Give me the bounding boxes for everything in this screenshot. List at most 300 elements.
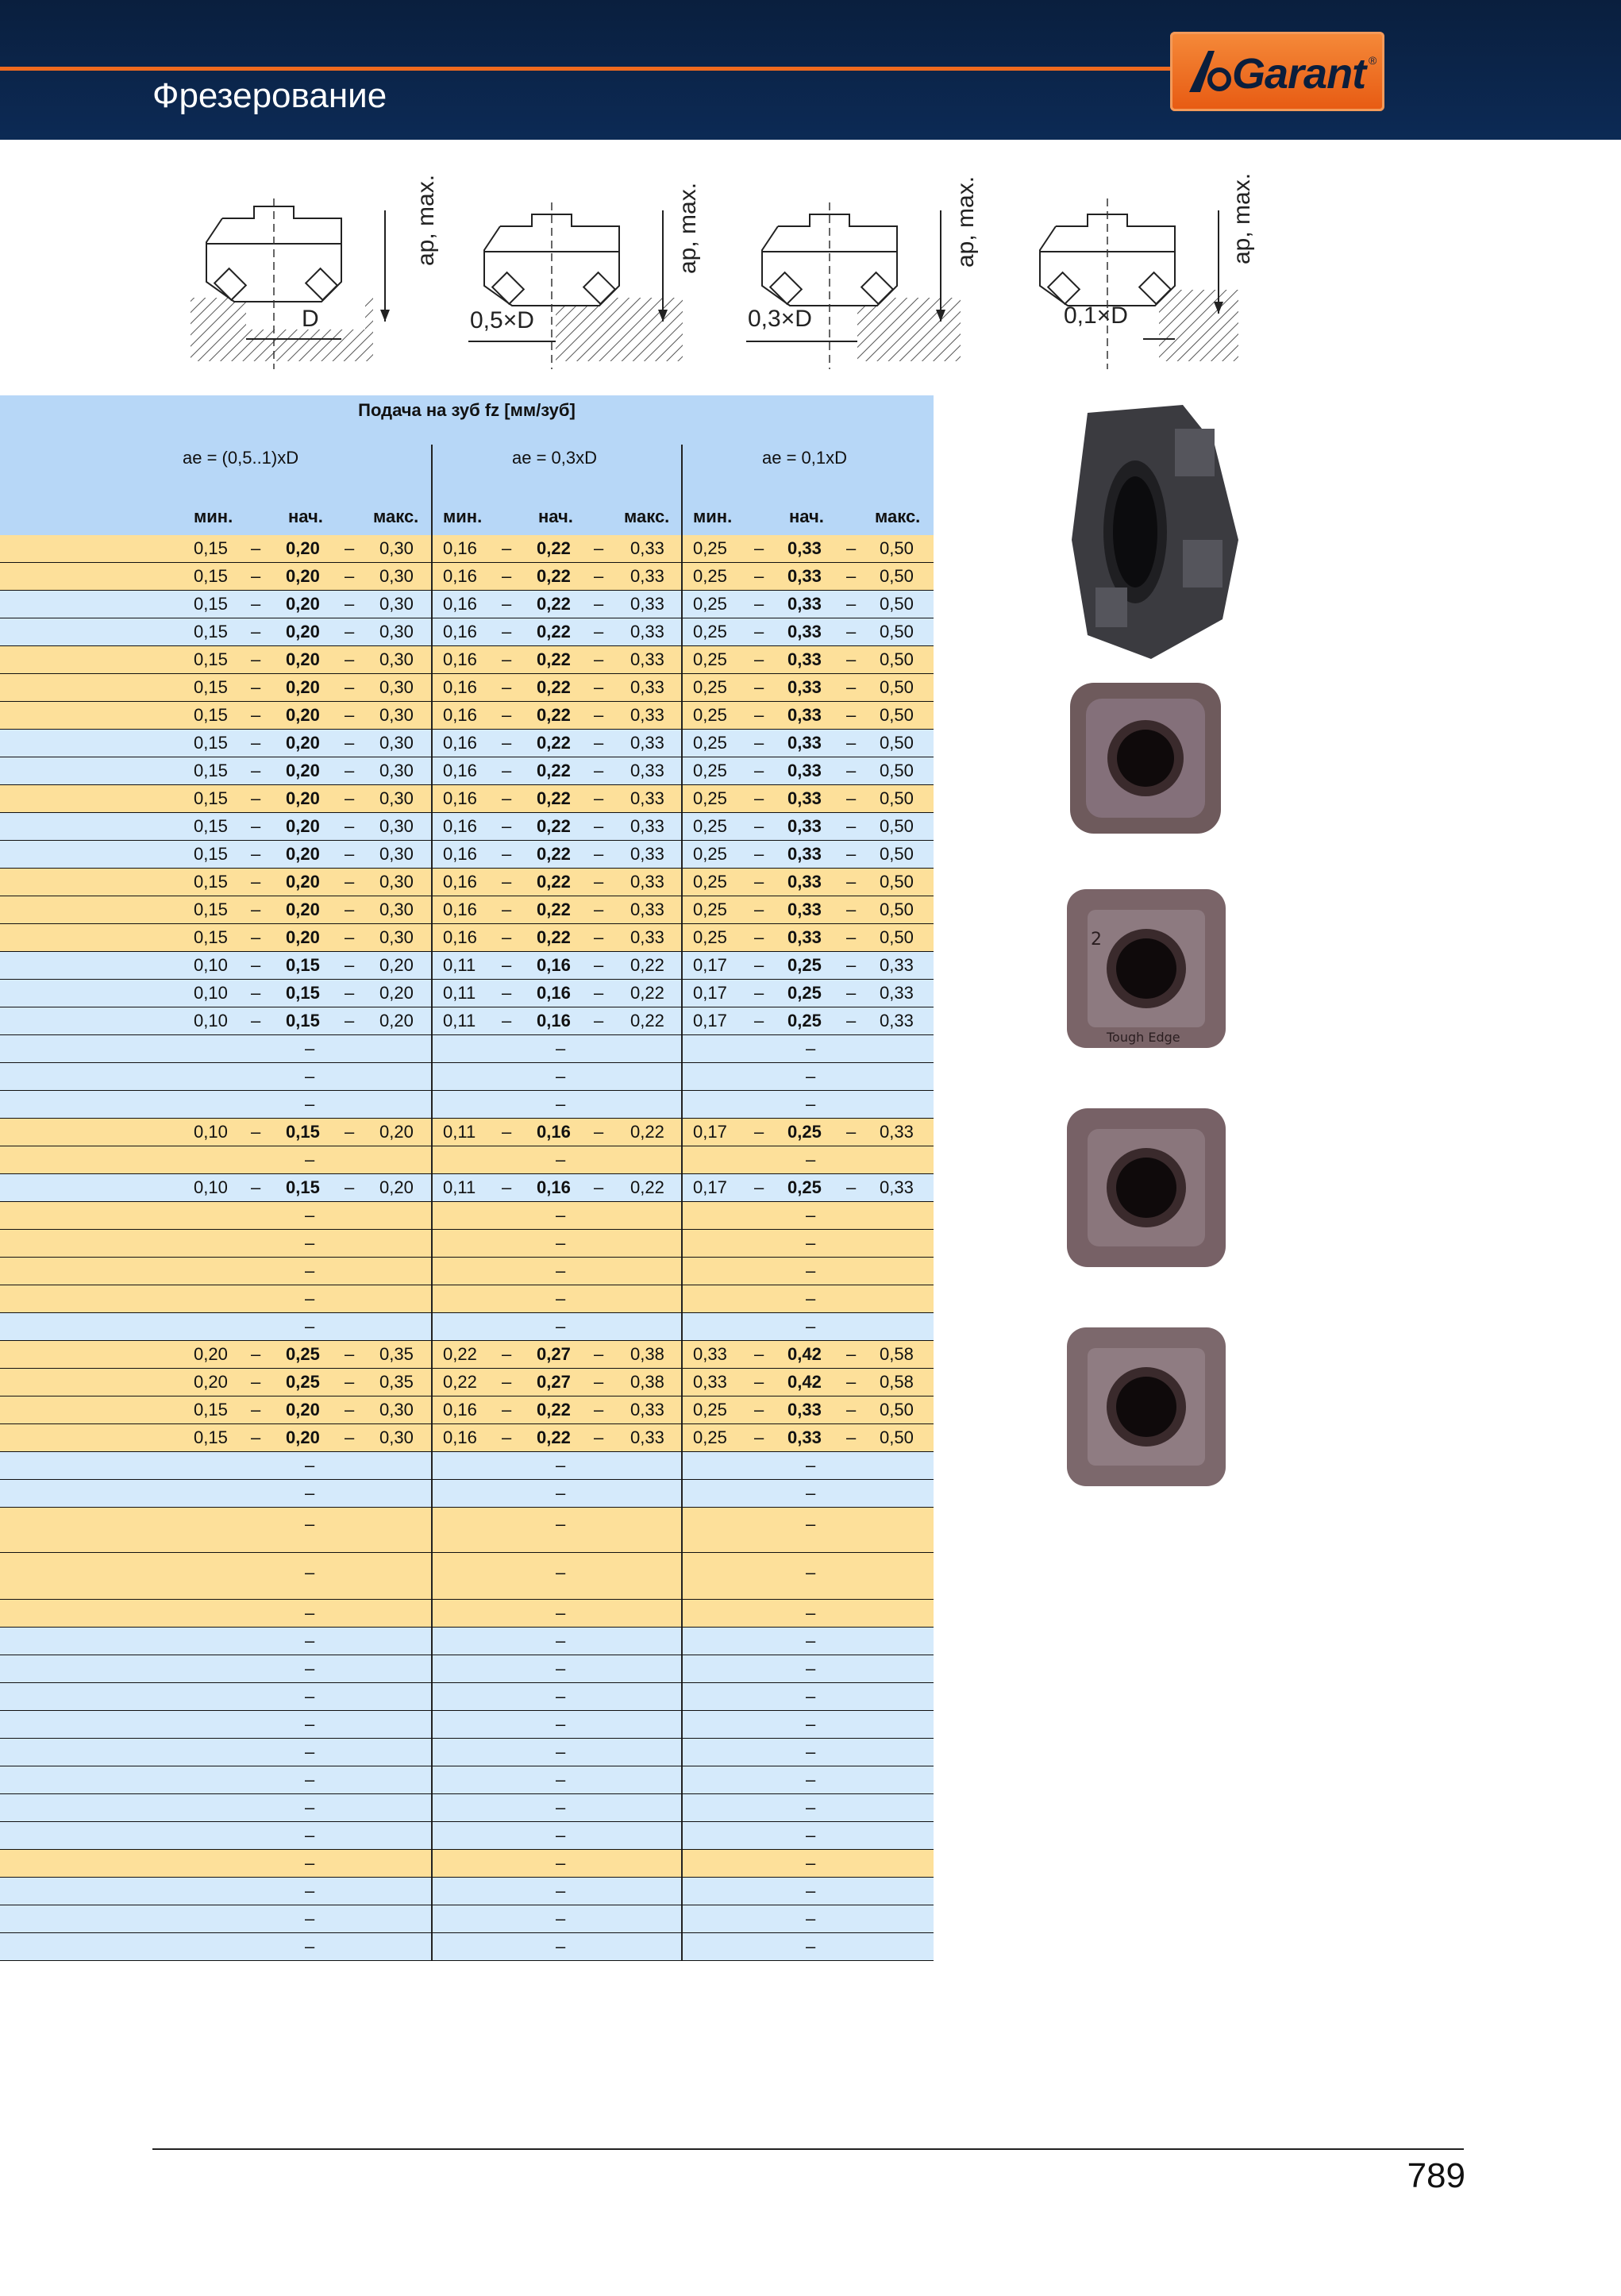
- range-dash: –: [502, 649, 512, 669]
- range-dash: –: [345, 594, 355, 614]
- empty-cell-dash: –: [806, 1038, 816, 1058]
- table-cell: 0,10: [194, 983, 228, 1003]
- table-cell: 0,58: [880, 1372, 914, 1392]
- insert-photo-2: [1059, 881, 1234, 1060]
- table-cell: 0,20: [286, 733, 320, 753]
- table-cell: 0,25: [693, 844, 727, 864]
- table-cell: 0,25: [693, 816, 727, 836]
- range-dash: –: [594, 955, 604, 975]
- range-dash: –: [846, 761, 857, 780]
- table-cell: 0,25: [693, 566, 727, 586]
- column-divider: [431, 1655, 433, 1682]
- column-divider: [681, 1119, 683, 1146]
- empty-cell-dash: –: [806, 1853, 816, 1873]
- range-dash: –: [594, 1344, 604, 1364]
- empty-cell-dash: –: [556, 1853, 566, 1873]
- column-divider: [681, 980, 683, 1007]
- table-cell: 0,16: [443, 594, 477, 614]
- table-cell: 0,20: [286, 538, 320, 558]
- table-cell: 0,25: [787, 983, 822, 1003]
- table-cell: 0,33: [880, 983, 914, 1003]
- table-cell: 0,25: [693, 538, 727, 558]
- range-dash: –: [846, 705, 857, 725]
- column-divider: [681, 618, 683, 645]
- table-cell: 0,15: [194, 649, 228, 669]
- range-dash: –: [846, 983, 857, 1003]
- subheader-min-3: мин.: [693, 507, 733, 526]
- table-row: [0, 1739, 934, 1766]
- table-cell: 0,16: [537, 983, 571, 1003]
- milling-cutter-photo: [1056, 397, 1246, 671]
- table-cell: 0,25: [787, 1177, 822, 1197]
- table-cell: 0,33: [880, 1011, 914, 1031]
- range-dash: –: [846, 1177, 857, 1197]
- range-dash: –: [754, 566, 764, 586]
- table-cell: 0,30: [379, 622, 414, 641]
- column-divider: [681, 1313, 683, 1340]
- column-divider: [681, 1905, 683, 1932]
- range-dash: –: [754, 761, 764, 780]
- empty-cell-dash: –: [305, 1881, 315, 1901]
- empty-cell-dash: –: [305, 1150, 315, 1169]
- column-divider: [431, 1230, 433, 1257]
- table-cell: 0,33: [787, 872, 822, 892]
- table-cell: 0,10: [194, 1011, 228, 1031]
- column-divider: [681, 813, 683, 840]
- table-cell: 0,22: [537, 1427, 571, 1447]
- group-header-2: ae = 0,3xD: [512, 448, 598, 468]
- footer-rule: [152, 2148, 1464, 2150]
- milling-cutter-image: [1056, 397, 1246, 667]
- empty-cell-dash: –: [305, 1853, 315, 1873]
- empty-cell-dash: –: [806, 1233, 816, 1253]
- diagram-2-ap-label: ap, max.: [675, 182, 701, 274]
- range-dash: –: [345, 816, 355, 836]
- empty-cell-dash: –: [305, 1909, 315, 1928]
- table-cell: 0,22: [537, 566, 571, 586]
- table-cell: 0,33: [630, 677, 664, 697]
- table-cell: 0,25: [787, 955, 822, 975]
- table-cell: 0,30: [379, 900, 414, 919]
- range-dash: –: [754, 594, 764, 614]
- empty-cell-dash: –: [305, 1261, 315, 1281]
- table-row: [0, 1369, 934, 1396]
- table-cell: 0,25: [787, 1011, 822, 1031]
- range-dash: –: [251, 816, 261, 836]
- column-divider: [431, 702, 433, 729]
- table-cell: 0,33: [630, 761, 664, 780]
- range-dash: –: [754, 983, 764, 1003]
- table-cell: 0,22: [443, 1344, 477, 1364]
- table-row: [0, 924, 934, 952]
- table-cell: 0,20: [286, 816, 320, 836]
- table-cell: 0,25: [693, 1427, 727, 1447]
- table-cell: 0,33: [630, 816, 664, 836]
- column-divider: [681, 952, 683, 979]
- range-dash: –: [846, 844, 857, 864]
- range-dash: –: [251, 1122, 261, 1142]
- table-cell: 0,33: [787, 705, 822, 725]
- column-divider: [681, 841, 683, 868]
- column-divider: [681, 1230, 683, 1257]
- table-row: [0, 618, 934, 646]
- table-cell: 0,50: [880, 788, 914, 808]
- table-cell: 0,15: [286, 983, 320, 1003]
- empty-cell-dash: –: [806, 1797, 816, 1817]
- table-cell: 0,15: [194, 705, 228, 725]
- empty-cell-dash: –: [305, 1066, 315, 1086]
- table-row: [0, 952, 934, 980]
- table-row: [0, 674, 934, 702]
- table-row: [0, 1341, 934, 1369]
- empty-cell-dash: –: [806, 1881, 816, 1901]
- table-cell: 0,16: [537, 1122, 571, 1142]
- table-cell: 0,22: [537, 677, 571, 697]
- range-dash: –: [754, 649, 764, 669]
- table-cell: 0,33: [787, 927, 822, 947]
- table-cell: 0,25: [693, 788, 727, 808]
- range-dash: –: [502, 1177, 512, 1197]
- diagram-full-width: [183, 163, 445, 369]
- diagram-1-ap-label: ap, max.: [413, 174, 439, 266]
- table-row: [0, 1655, 934, 1683]
- column-divider: [431, 730, 433, 757]
- range-dash: –: [345, 649, 355, 669]
- column-divider: [431, 1174, 433, 1201]
- table-cell: 0,15: [194, 622, 228, 641]
- table-cell: 0,50: [880, 900, 914, 919]
- table-row: [0, 1146, 934, 1174]
- empty-cell-dash: –: [556, 1562, 566, 1582]
- range-dash: –: [502, 1122, 512, 1142]
- subheader-min-1: мин.: [194, 507, 233, 526]
- range-dash: –: [502, 705, 512, 725]
- empty-cell-dash: –: [806, 1562, 816, 1582]
- empty-cell-dash: –: [305, 1038, 315, 1058]
- range-dash: –: [345, 955, 355, 975]
- column-divider: [681, 1683, 683, 1710]
- table-row: [0, 1396, 934, 1424]
- table-cell: 0,10: [194, 955, 228, 975]
- table-cell: 0,20: [286, 1400, 320, 1420]
- garant-logo: [1170, 32, 1384, 111]
- table-cell: 0,25: [787, 1122, 822, 1142]
- table-row: [0, 813, 934, 841]
- table-cell: 0,30: [379, 538, 414, 558]
- range-dash: –: [754, 705, 764, 725]
- table-cell: 0,33: [630, 1400, 664, 1420]
- column-divider: [431, 1258, 433, 1285]
- table-row: [0, 869, 934, 896]
- empty-cell-dash: –: [556, 1770, 566, 1789]
- table-cell: 0,25: [693, 761, 727, 780]
- range-dash: –: [754, 1011, 764, 1031]
- table-row: [0, 1313, 934, 1341]
- column-divider: [431, 1683, 433, 1710]
- range-dash: –: [846, 816, 857, 836]
- column-divider: [431, 1424, 433, 1451]
- range-dash: –: [846, 1400, 857, 1420]
- table-row: [0, 1035, 934, 1063]
- subheader-start-2: нач.: [538, 507, 573, 526]
- table-cell: 0,16: [443, 761, 477, 780]
- table-cell: 0,50: [880, 761, 914, 780]
- table-cell: 0,15: [286, 1177, 320, 1197]
- table-cell: 0,15: [194, 1427, 228, 1447]
- table-cell: 0,17: [693, 1177, 727, 1197]
- table-cell: 0,33: [693, 1372, 727, 1392]
- column-divider: [431, 841, 433, 868]
- column-divider: [431, 1202, 433, 1229]
- table-cell: 0,33: [787, 733, 822, 753]
- table-cell: 0,42: [787, 1372, 822, 1392]
- table-cell: 0,50: [880, 705, 914, 725]
- empty-cell-dash: –: [305, 1455, 315, 1475]
- empty-cell-dash: –: [305, 1483, 315, 1503]
- table-cell: 0,22: [630, 983, 664, 1003]
- table-cell: 0,22: [537, 844, 571, 864]
- empty-cell-dash: –: [806, 1770, 816, 1789]
- empty-cell-dash: –: [806, 1514, 816, 1534]
- table-row: [0, 757, 934, 785]
- table-cell: 0,50: [880, 872, 914, 892]
- range-dash: –: [846, 538, 857, 558]
- table-cell: 0,33: [630, 566, 664, 586]
- column-divider: [431, 1711, 433, 1738]
- range-dash: –: [345, 927, 355, 947]
- column-divider: [431, 896, 433, 923]
- column-divider: [431, 563, 433, 590]
- empty-cell-dash: –: [305, 1562, 315, 1582]
- table-cell: 0,16: [443, 566, 477, 586]
- range-dash: –: [345, 872, 355, 892]
- table-cell: 0,20: [194, 1344, 228, 1364]
- range-dash: –: [345, 1011, 355, 1031]
- range-dash: –: [502, 844, 512, 864]
- table-cell: 0,20: [286, 761, 320, 780]
- table-cell: 0,22: [537, 594, 571, 614]
- range-dash: –: [251, 1372, 261, 1392]
- range-dash: –: [846, 900, 857, 919]
- diagram-4-label: 0,1×D: [1064, 302, 1128, 329]
- table-cell: 0,33: [630, 1427, 664, 1447]
- empty-cell-dash: –: [556, 1316, 566, 1336]
- column-divider: [431, 1091, 433, 1118]
- empty-cell-dash: –: [305, 1514, 315, 1534]
- table-row: [0, 1766, 934, 1794]
- table-cell: 0,33: [787, 788, 822, 808]
- empty-cell-dash: –: [305, 1289, 315, 1308]
- range-dash: –: [846, 594, 857, 614]
- table-cell: 0,33: [787, 677, 822, 697]
- table-title: Подача на зуб fz [мм/зуб]: [358, 400, 576, 420]
- range-dash: –: [251, 594, 261, 614]
- column-divider: [681, 1341, 683, 1368]
- range-dash: –: [502, 816, 512, 836]
- table-cell: 0,22: [537, 622, 571, 641]
- column-divider: [681, 1146, 683, 1173]
- column-divider: [431, 785, 433, 812]
- empty-cell-dash: –: [806, 1150, 816, 1169]
- range-dash: –: [846, 677, 857, 697]
- table-cell: 0,25: [693, 733, 727, 753]
- table-cell: 0,33: [787, 1400, 822, 1420]
- range-dash: –: [345, 1177, 355, 1197]
- empty-cell-dash: –: [806, 1261, 816, 1281]
- empty-cell-dash: –: [305, 1631, 315, 1651]
- range-dash: –: [502, 955, 512, 975]
- table-cell: 0,30: [379, 594, 414, 614]
- table-row: [0, 563, 934, 591]
- table-cell: 0,30: [379, 1400, 414, 1420]
- table-cell: 0,20: [286, 594, 320, 614]
- column-divider: [681, 1202, 683, 1229]
- column-divider: [681, 1007, 683, 1034]
- table-cell: 0,25: [693, 649, 727, 669]
- range-dash: –: [846, 927, 857, 947]
- range-dash: –: [846, 955, 857, 975]
- column-divider: [431, 591, 433, 618]
- logo-registered: ®: [1369, 54, 1377, 67]
- range-dash: –: [502, 1400, 512, 1420]
- table-cell: 0,30: [379, 705, 414, 725]
- empty-cell-dash: –: [305, 1658, 315, 1678]
- subheader-start-1: нач.: [288, 507, 323, 526]
- table-cell: 0,20: [379, 955, 414, 975]
- empty-cell-dash: –: [806, 1936, 816, 1956]
- range-dash: –: [594, 872, 604, 892]
- column-divider: [681, 1600, 683, 1627]
- column-divider: [431, 1007, 433, 1034]
- table-cell: 0,42: [787, 1344, 822, 1364]
- column-divider: [431, 1146, 433, 1173]
- table-cell: 0,11: [443, 1122, 476, 1142]
- table-cell: 0,15: [194, 677, 228, 697]
- empty-cell-dash: –: [556, 1686, 566, 1706]
- diagram-3-ap-label: ap, max.: [953, 175, 979, 268]
- table-cell: 0,20: [379, 1177, 414, 1197]
- range-dash: –: [345, 983, 355, 1003]
- range-dash: –: [502, 1011, 512, 1031]
- column-divider: [681, 1035, 683, 1062]
- table-cell: 0,16: [443, 705, 477, 725]
- column-divider: [431, 674, 433, 701]
- column-divider: [431, 1396, 433, 1423]
- empty-cell-dash: –: [806, 1316, 816, 1336]
- range-dash: –: [502, 927, 512, 947]
- table-cell: 0,15: [194, 761, 228, 780]
- range-dash: –: [345, 566, 355, 586]
- range-dash: –: [502, 1427, 512, 1447]
- empty-cell-dash: –: [806, 1714, 816, 1734]
- table-cell: 0,50: [880, 566, 914, 586]
- table-cell: 0,17: [693, 1122, 727, 1142]
- range-dash: –: [846, 1011, 857, 1031]
- range-dash: –: [345, 788, 355, 808]
- table-cell: 0,22: [537, 816, 571, 836]
- diagram-half-width: [460, 163, 722, 369]
- table-cell: 0,20: [286, 622, 320, 641]
- table-cell: 0,11: [443, 955, 476, 975]
- header-accent-line: [0, 67, 1175, 71]
- range-dash: –: [345, 677, 355, 697]
- column-divider: [431, 1794, 433, 1821]
- table-row: [0, 1258, 934, 1285]
- table-row: [0, 646, 934, 674]
- table-row: [0, 1600, 934, 1628]
- column-divider: [681, 1091, 683, 1118]
- table-cell: 0,16: [443, 927, 477, 947]
- range-dash: –: [251, 677, 261, 697]
- insert-photo-1: [1062, 675, 1229, 846]
- range-dash: –: [846, 1427, 857, 1447]
- table-cell: 0,22: [537, 733, 571, 753]
- empty-cell-dash: –: [556, 1261, 566, 1281]
- table-cell: 0,22: [537, 788, 571, 808]
- range-dash: –: [251, 900, 261, 919]
- column-divider: [431, 535, 433, 562]
- table-cell: 0,16: [443, 788, 477, 808]
- range-dash: –: [251, 872, 261, 892]
- table-cell: 0,11: [443, 1177, 476, 1197]
- range-dash: –: [754, 927, 764, 947]
- table-cell: 0,30: [379, 844, 414, 864]
- column-divider: [681, 869, 683, 896]
- empty-cell-dash: –: [556, 1150, 566, 1169]
- table-row: [0, 1174, 934, 1202]
- range-dash: –: [251, 927, 261, 947]
- range-dash: –: [754, 538, 764, 558]
- table-row: [0, 1452, 934, 1480]
- table-cell: 0,20: [286, 872, 320, 892]
- range-dash: –: [594, 844, 604, 864]
- table-cell: 0,15: [194, 900, 228, 919]
- column-divider: [681, 1822, 683, 1849]
- range-dash: –: [846, 649, 857, 669]
- column-divider: [431, 1766, 433, 1793]
- insert-3-image: [1059, 1100, 1234, 1275]
- column-divider: [431, 1878, 433, 1905]
- table-cell: 0,17: [693, 955, 727, 975]
- column-divider: [431, 1933, 433, 1960]
- table-cell: 0,33: [787, 900, 822, 919]
- diagram-tenth-width: [1016, 163, 1278, 369]
- range-dash: –: [345, 761, 355, 780]
- insert-2-image: [1059, 881, 1234, 1056]
- table-cell: 0,25: [286, 1344, 320, 1364]
- range-dash: –: [345, 900, 355, 919]
- table-cell: 0,50: [880, 594, 914, 614]
- table-cell: 0,33: [787, 761, 822, 780]
- subheader-max-1: макс.: [373, 507, 419, 526]
- diagram-1-label: D: [302, 306, 319, 332]
- column-divider: [431, 980, 433, 1007]
- range-dash: –: [754, 733, 764, 753]
- table-cell: 0,20: [286, 566, 320, 586]
- table-cell: 0,16: [443, 733, 477, 753]
- column-divider: [681, 1711, 683, 1738]
- table-cell: 0,30: [379, 566, 414, 586]
- table-cell: 0,15: [194, 872, 228, 892]
- table-cell: 0,15: [194, 538, 228, 558]
- column-divider: [431, 1063, 433, 1090]
- range-dash: –: [251, 844, 261, 864]
- table-row: [0, 702, 934, 730]
- table-cell: 0,38: [630, 1344, 664, 1364]
- empty-cell-dash: –: [556, 1936, 566, 1956]
- column-divider: [681, 924, 683, 951]
- range-dash: –: [345, 844, 355, 864]
